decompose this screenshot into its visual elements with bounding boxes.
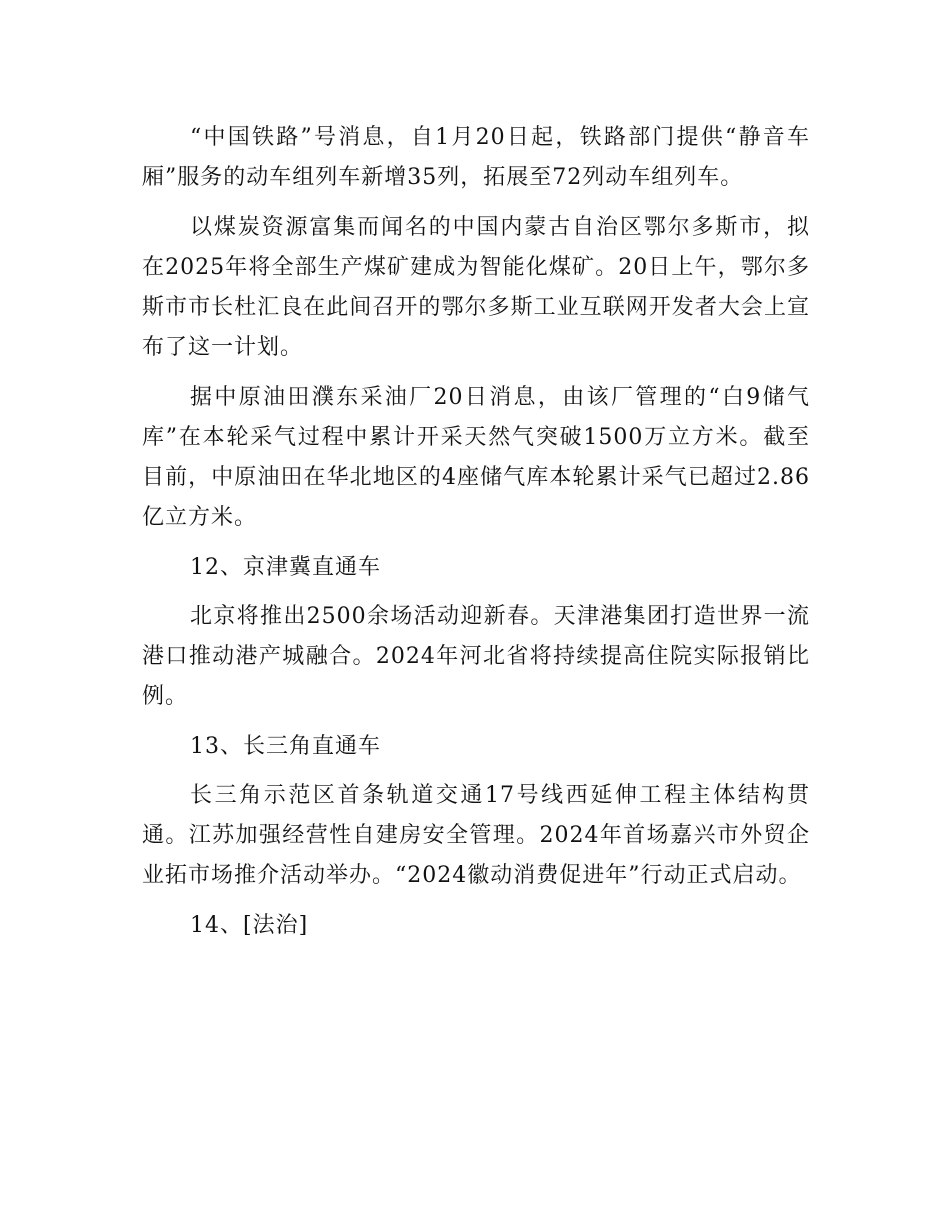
section-heading-14: 14、[法治]: [190, 913, 309, 938]
paragraph-zhongyuan-gas-storage: 据中原油田濮东采油厂20日消息，由该厂管理的“白9储气库”在本轮采气过程中累计开采天然气突破1500万立方米。截至目前，中原油田在华北地区的4座储气库本轮累计采气已超过2.86亿立方米。: [142, 385, 810, 530]
paragraph-railway-news: “中国铁路”号消息，自1月20日起，铁路部门提供“静音车厢”服务的动车组列车新增35列，拓展至72列动车组列车。: [142, 125, 810, 190]
section-heading-13: 13、长三角直通车: [190, 734, 381, 759]
paragraph-yangtze-delta-news: 长三角示范区首条轨道交通17号线西延伸工程主体结构贯通。江苏加强经营性自建房安全管理。2024年首场嘉兴市外贸企业拓市场推介活动举办。“2024徽动消费促进年”行动正式启动。: [142, 783, 810, 888]
paragraph-ordos-coal-mines: 以煤炭资源富集而闻名的中国内蒙古自治区鄂尔多斯市，拟在2025年将全部生产煤矿建成为智能化煤矿。20日上午，鄂尔多斯市市长杜汇良在此间召开的鄂尔多斯工业互联网开发者大会上宣布了这一计划。: [142, 215, 810, 360]
document-body: [142, 118, 810, 955]
paragraph-jingjinji-news: 北京将推出2500余场活动迎新春。天津港集团打造世界一流港口推动港产城融合。2024年河北省将持续提高住院实际报销比例。: [142, 604, 810, 709]
section-heading-12: 12、京津冀直通车: [190, 555, 381, 580]
